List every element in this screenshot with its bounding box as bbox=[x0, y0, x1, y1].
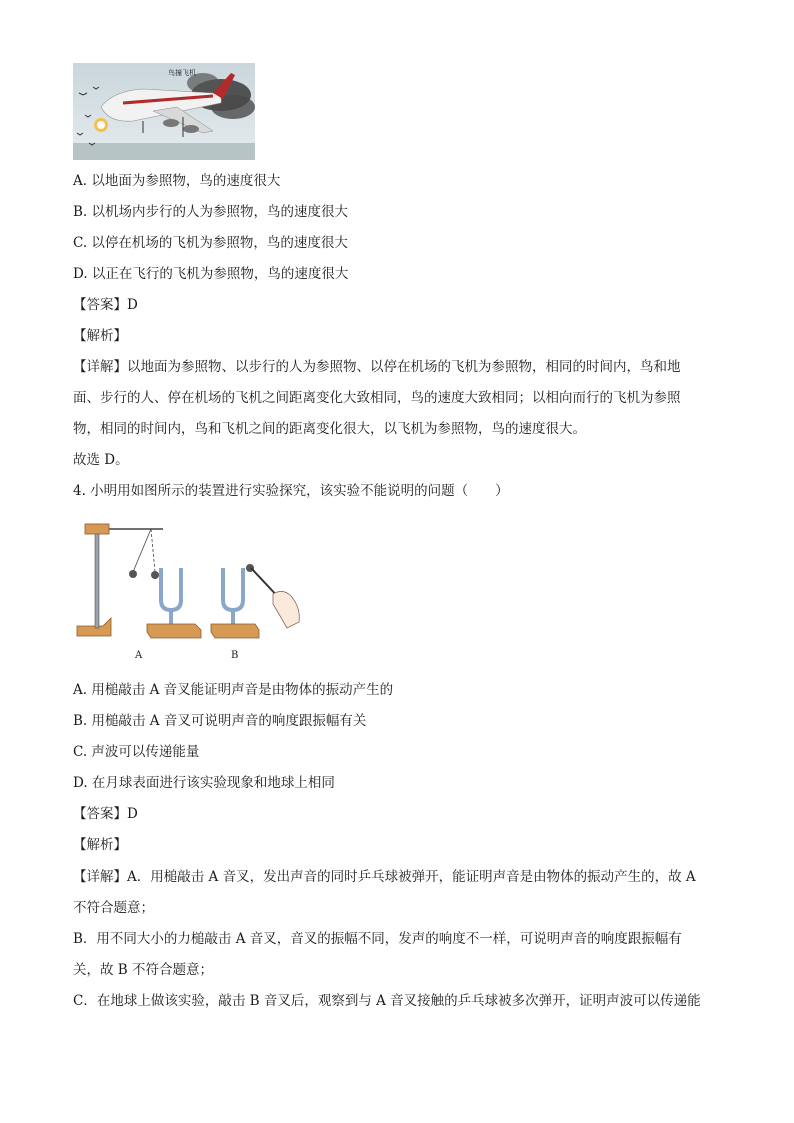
q4-stem: 4. 小明用如图所示的装置进行实验探究，该实验不能说明的问题（ ） bbox=[73, 483, 509, 499]
q4-option-d: D. 在月球表面进行该实验现象和地球上相同 bbox=[73, 775, 335, 791]
q3-detail-line-3: 物，相同的时间内，鸟和飞机之间的距离变化很大，以飞机为参照物，鸟的速度很大。 bbox=[73, 421, 586, 437]
fork-a-label: A bbox=[135, 650, 143, 661]
answer-value: D bbox=[127, 806, 138, 822]
photo-caption: 鸟撞飞机 bbox=[168, 69, 196, 77]
q3-option-b: B. 以机场内步行的人为参照物，鸟的速度很大 bbox=[73, 204, 349, 220]
q4-option-c: C. 声波可以传递能量 bbox=[73, 744, 200, 760]
q3-answer bbox=[73, 296, 138, 314]
q4-detail-line-4: 关，故 B 不符合题意； bbox=[73, 962, 214, 978]
answer-label: 【答案】 bbox=[73, 297, 127, 313]
q4-detail-line-5: C．在地球上做该实验，敲击 B 音叉后，观察到与 A 音叉接触的乒乓球被多次弹开，证明声波可以传递能 bbox=[73, 993, 701, 1009]
q3-conclusion: 故选 D。 bbox=[73, 452, 129, 468]
q3-analysis-label: 【解析】 bbox=[73, 328, 127, 344]
q4-detail-line-3: B．用不同大小的力槌敲击 A 音叉，音叉的振幅不同，发声的响度不一样，可说明声音的响度跟振幅有 bbox=[73, 931, 682, 947]
q4-option-b: B. 用槌敲击 A 音叉可说明声音的响度跟振幅有关 bbox=[73, 713, 367, 729]
q3-option-a: A. 以地面为参照物，鸟的速度很大 bbox=[73, 173, 281, 189]
q4-detail-line-1: 【详解】A．用槌敲击 A 音叉，发出声音的同时乒乓球被弹开，能证明声音是由物体的振动产生的，故 A bbox=[73, 869, 696, 885]
bird-strike-photo bbox=[73, 63, 255, 160]
q3-detail-line-2: 面、步行的人、停在机场的飞机之间距离变化大致相同，鸟的速度大致相同；以相向而行的飞机为参照 bbox=[73, 390, 681, 406]
q3-option-d: D. 以正在飞行的飞机为参照物，鸟的速度很大 bbox=[73, 266, 349, 282]
answer-value: D bbox=[127, 297, 138, 313]
fork-b-label: B bbox=[231, 650, 239, 661]
q4-detail-line-2: 不符合题意； bbox=[73, 900, 154, 916]
q4-option-a: A. 用槌敲击 A 音叉能证明声音是由物体的振动产生的 bbox=[73, 682, 394, 698]
tuning-fork-diagram bbox=[73, 518, 305, 666]
q3-option-c: C. 以停在机场的飞机为参照物，鸟的速度很大 bbox=[73, 235, 348, 251]
answer-label: 【答案】 bbox=[73, 806, 127, 822]
q4-answer bbox=[73, 805, 138, 823]
q4-analysis-label: 【解析】 bbox=[73, 837, 127, 853]
q3-detail-line-1: 【详解】以地面为参照物、以步行的人为参照物、以停在机场的飞机为参照物，相同的时间内，鸟和地 bbox=[73, 359, 681, 375]
